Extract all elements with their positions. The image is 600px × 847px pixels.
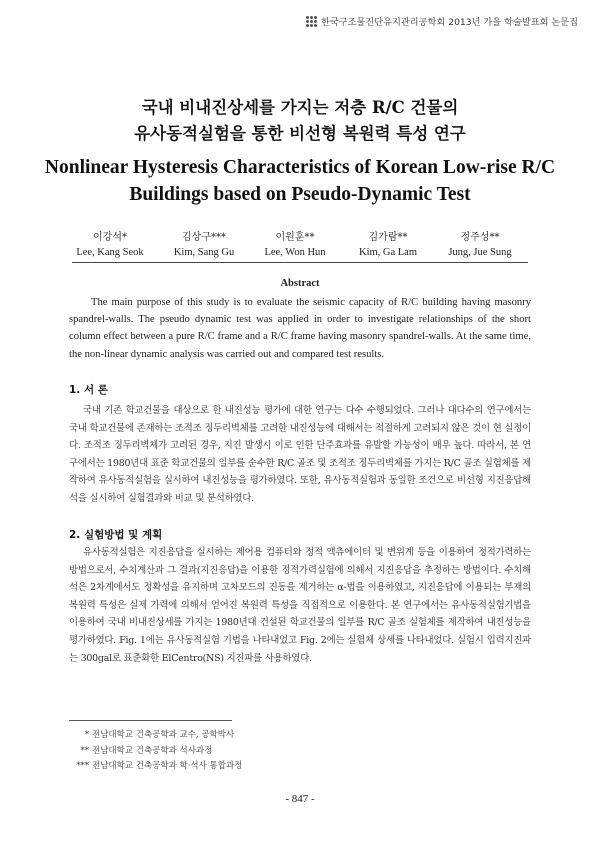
author-name-english: Lee, Kang Seok (76, 247, 144, 258)
footnote-mark: *** (76, 761, 89, 771)
author-5 (430, 228, 530, 258)
title-korean-line-1: 국내 비내진상세를 가지는 저층 R/C 건물의 (141, 98, 459, 117)
author-3 (245, 228, 345, 258)
running-head-text: 한국구조물진단유지관리공학회 2013년 가을 학술발표회 논문집 (321, 17, 578, 28)
footnote-mark: * (84, 730, 89, 740)
title-korean-line-2: 유사동적실험을 통한 비선형 복원력 특성 연구 (134, 124, 466, 143)
footnote (69, 744, 369, 760)
author-name-english: Kim, Sang Gu (173, 247, 235, 258)
section-body-method: 유사동적실험은 지진응답을 실시하는 제어용 컴퓨터와 정적 액츄에이터 및 변위계 등을 이용하여 정적가력하는 방법으로서, 수치계산과 그 결과(지진응답)을 이용한 정적가력실험에 의해서 지진응답을 추정하는 방법이다. 수치해석은 2차계에서도 정확성을 유지하며 고차모드의 진동을 제거하는 α-법을 이용하였고, 지진응답에 이용되는 부재의 복원력 특성은 실제 가력에 의해서 얻어진 복원력 특성을 직접적으로 이용한다. 본 연구에서는 유사동적실험기법을 이용하여 국내 비내진상세를 가지는 1980년대 건설된 학교건물의 일부를 R/C 골조 실험체를 제작하여 내진성능을 평가하였다. Fig. 1에는 유사동적실험 기법을 나타내었고 Fig. 2에는 실험체 상세를 나타내었다. 실험시 입력지진파는 300gal로 표준화한 ElCentro(NS) 지진파를 사용하였다. (69, 547, 531, 664)
section-heading-method: 2. 실험방법 및 계획 (69, 529, 163, 541)
title-english-line-2: Buildings based on Pseudo-Dynamic Test (129, 184, 471, 205)
section-body-introduction: 국내 기존 학교건물을 대상으로 한 내진성능 평가에 대한 연구는 다수 수행되었다. 그러나 대다수의 연구에서는 국내 학교건물에 존재하는 조적조 징두리벽체를 고려한 내진성능에 대해서는 적절하게 고려되지 않은 것이 현 실정이다. 조적조 징두리벽체가 고려된 경우, 지진 발생시 이로 인한 단주효과를 유발할 가능성이 매우 높다. 따라서, 본 연구에서는 1980년대 표준 학교건물의 일부를 순수한 R/C 골조 및 조적조 징두리벽체를 가지는 R/C 골조 실험체를 제작하여 유사동적실험을 실시하여 내진성능을 평가하였다. 또한, 유사동적실험과 동일한 조건으로 비선형 지진응답해석을 실시하여 실험결과와 비교 및 분석하였다. (69, 405, 531, 504)
footnote (69, 759, 369, 775)
author-divider (72, 262, 528, 263)
author-name-korean: 이원훈** (275, 232, 315, 243)
author-name-english: Jung, Jue Sung (448, 247, 512, 258)
abstract-heading: Abstract (280, 278, 320, 289)
footnotes (69, 728, 369, 775)
section-heading-introduction: 1. 서 론 (69, 384, 108, 396)
footnote-mark: ** (80, 745, 89, 756)
author-name-english: Kim, Ga Lam (358, 247, 418, 258)
footnote-text: 전남대학교 건축공학과 석사과정 (92, 745, 213, 756)
page-number: - 847 - (285, 793, 315, 805)
author-name-korean: 김상구*** (182, 232, 226, 243)
running-head (198, 14, 578, 28)
author-1 (60, 228, 160, 258)
author-4 (338, 228, 438, 258)
abstract-body: The main purpose of this study is to evaluate the seismic capacity of R/C building having masonry spandrel-walls. The pseudo dynamic test was applied in order to investigate relationships of the short column effect between a pure R/C frame and a R/C frame having masonry spandrel-walls. At the same time, the non-linear dynamic analysis was carried out and compared test results. (69, 297, 531, 360)
title-english-line-1: Nonlinear Hysteresis Characteristics of Korean Low-rise R/C (44, 157, 556, 178)
author-2 (154, 228, 254, 258)
footnote-text: 전남대학교 건축공학과 교수, 공학박사 (92, 730, 235, 740)
author-name-korean: 이강석* (93, 232, 127, 243)
author-name-korean: 김가람** (368, 232, 408, 243)
dots-grid-icon (306, 16, 317, 27)
footnote-text: 전남대학교 건축공학과 학·석사 통합과정 (92, 761, 243, 771)
author-name-korean: 정주성** (460, 232, 500, 243)
footnote-divider (69, 720, 232, 721)
author-name-english: Lee, Won Hun (264, 247, 326, 258)
footnote (69, 728, 369, 744)
